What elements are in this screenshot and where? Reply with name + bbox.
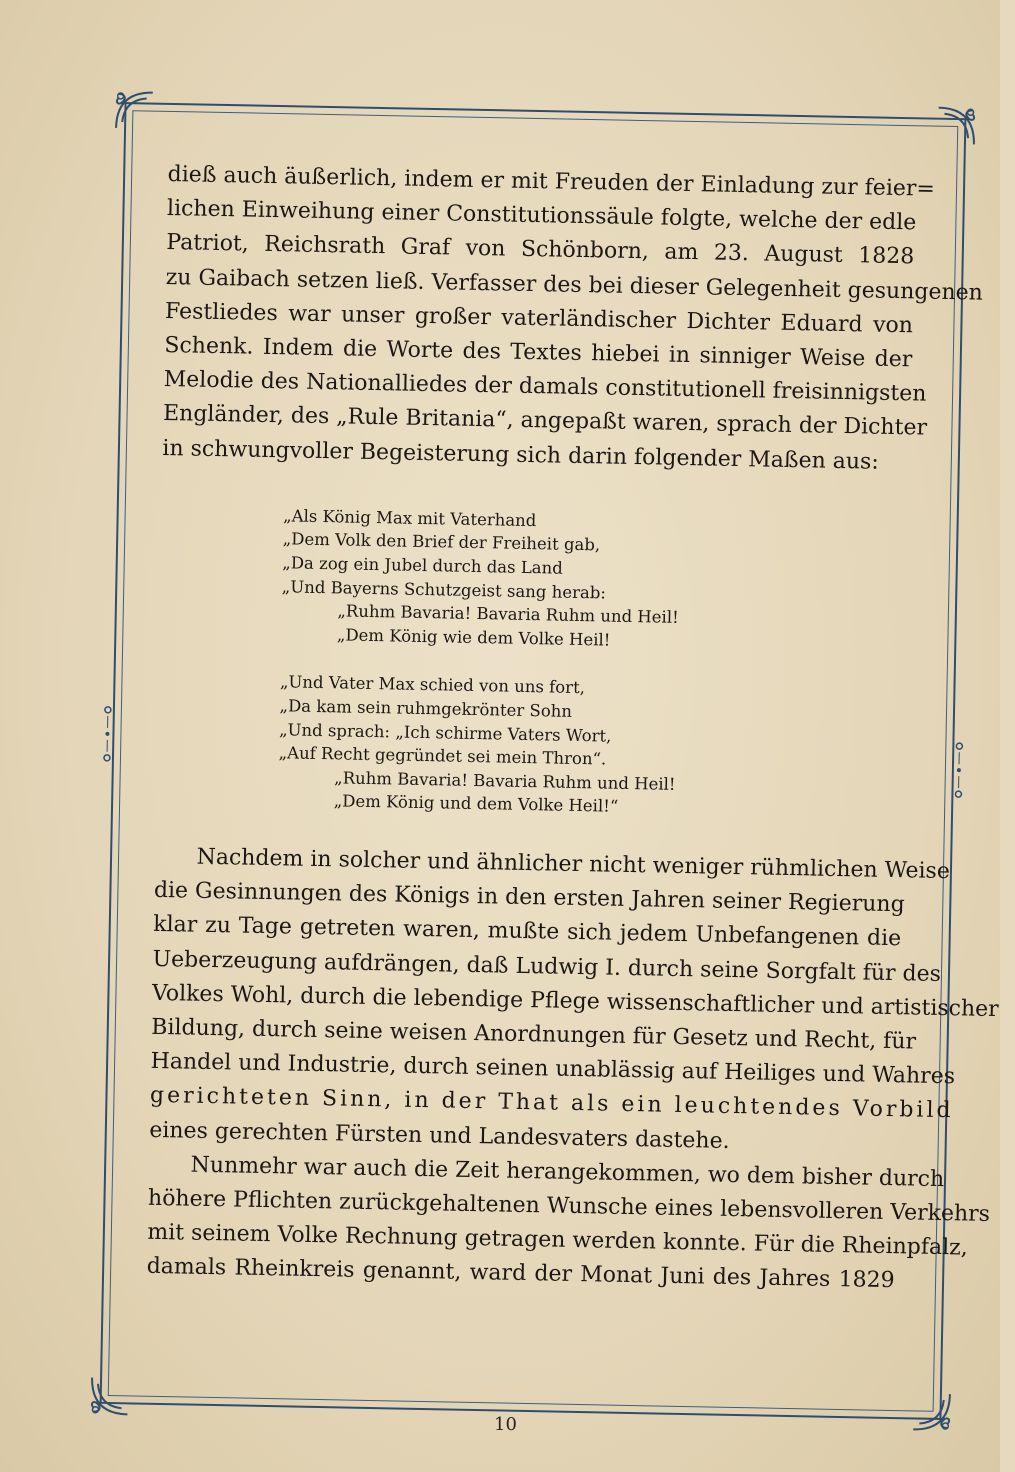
text-line: damals Rheinkreis genannt, ward der Monat Juni des Jahres 1829 — [146, 1254, 895, 1294]
poem-line: „Als König Max mit Vaterhand — [282, 506, 537, 530]
text-line: Volkes Wohl, durch die lebendige Pflege wissenschaftlicher und artistischer — [151, 980, 999, 1022]
text-line: Schenk. Indem die Worte des Textes hiebei in sinniger Weise der — [164, 332, 913, 373]
text-line: gerichteten Sinn, in der That als ein leuchtendes Vorbild — [149, 1083, 954, 1124]
text-line: Bildung, durch seine weisen Anordnungen für Gesetz und Recht, für — [151, 1014, 917, 1055]
poem-stanza-1 — [281, 504, 910, 658]
text-line: Nachdem in solcher und ähnlicher nicht weniger rühmlichen Weise — [196, 844, 951, 885]
poem-line: „Da kam sein ruhmgekrönter Sohn — [279, 696, 573, 721]
text-line: die Gesinnungen des Königs in den ersten Jahren seiner Regierung — [153, 878, 905, 918]
poem-refrain-line: „Ruhm Bavaria! Bavaria Ruhm und Heil! — [337, 601, 679, 628]
poem-line: „Und sprach: „Ich schirme Vaters Wort, — [278, 719, 612, 746]
side-ornament-icon — [102, 704, 113, 764]
poem-line: „Dem Volk den Brief der Freiheit gab, — [282, 529, 601, 555]
text-line: lichen Einweihung einer Constitutionssäule folgte, welche der edle — [166, 196, 917, 236]
poem-refrain-line: „Dem König und dem Volke Heil!“ — [333, 791, 619, 817]
text-line: Patriot, Reichsrath Graf von Schönborn, am 23. August 1828 — [166, 230, 915, 270]
text-line: Nunmehr war auch die Zeit herangekommen, wo dem bisher durch — [190, 1152, 945, 1192]
text-line: dieß auch äußerlich, indem er mit Freuden der Einladung zur feier= — [167, 161, 936, 202]
poem-line: „Da zog ein Jubel durch das Land — [282, 553, 563, 578]
poem — [155, 502, 909, 824]
paragraph-constitution-column — [162, 158, 984, 480]
paragraph-rheinkreis — [146, 1148, 991, 1299]
text-line: eines gerechten Fürsten und Landesvaters dastehe. — [149, 1117, 730, 1154]
page-number: 10 — [494, 1414, 517, 1435]
corner-flourish-icon — [87, 1374, 132, 1419]
poem-line: „Und Bayerns Schutzgeist sang herab: — [281, 576, 607, 603]
poem-refrain-line: „Dem König wie dem Volke Heil! — [336, 625, 611, 650]
poem-stanza-2 — [277, 671, 906, 825]
text-line: Engländer, des „Rule Britania“, angepaßt waren, sprach der Dichter — [162, 401, 928, 442]
text-line: klar zu Tage getreten waren, mußte sich jedem Unbefangenen die — [153, 912, 902, 952]
poem-line: „Auf Recht gegründet sei mein Thron“. — [278, 743, 607, 769]
text-line: zu Gaibach setzen ließ. Verfasser des bei dieser Gelegenheit gesungenen — [165, 264, 984, 306]
corner-flourish-icon — [934, 104, 979, 149]
paragraph-king-ludwig — [149, 840, 999, 1162]
corner-flourish-icon — [112, 88, 157, 133]
text-line: mit seinem Volke Rechnung getragen werden konnte. Für die Rheinpfalz, — [147, 1219, 968, 1261]
text-line: Handel und Industrie, durch seinen unablässig auf Heiliges und Wahres — [150, 1049, 956, 1090]
side-ornament-icon — [953, 740, 964, 800]
text-line: Ueberzeugung aufdrängen, daß Ludwig I. durch seine Sorgfalt für des — [152, 946, 942, 987]
page-content — [146, 158, 999, 1299]
corner-flourish-icon — [909, 1389, 954, 1434]
text-line: Festliedes war unser großer vaterländischer Dichter Eduard von — [164, 298, 914, 339]
poem-refrain-line: „Ruhm Bavaria! Bavaria Ruhm und Heil! — [333, 768, 676, 794]
text-line: höhere Pflichten zurückgehaltenen Wunsche eines lebensvolleren Verkehrs — [147, 1185, 991, 1227]
text-line: Melodie des Nationalliedes der damals constitutionell freisinnigsten — [163, 367, 927, 407]
text-line: in schwungvoller Begeisterung sich darin folgender Maßen aus: — [162, 435, 879, 475]
poem-line: „Und Vater Max schied von uns fort, — [279, 672, 586, 698]
